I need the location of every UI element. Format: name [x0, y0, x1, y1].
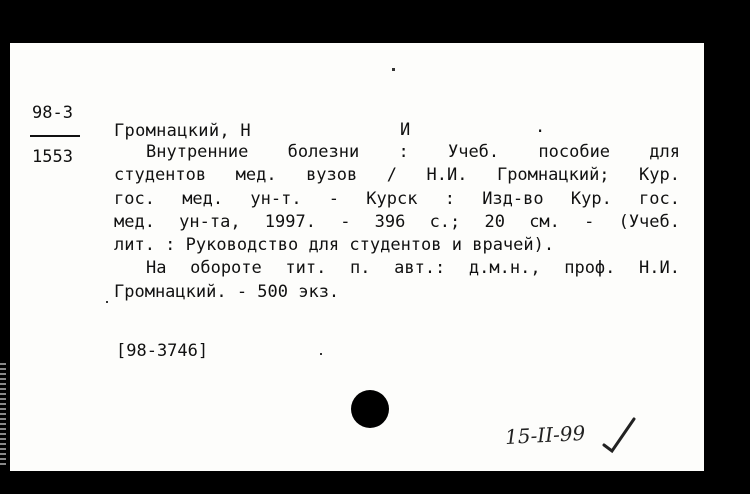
bibliographic-description [114, 141, 680, 304]
catalog-card [10, 43, 704, 471]
scan-edge-marks [0, 360, 6, 465]
shelf-mark-top: 98-3 [32, 103, 73, 123]
shelf-mark-bottom: 1553 [32, 147, 73, 167]
description-line: гос. мед. ун-т. - Курск : Изд-во Кур. гос. [114, 188, 680, 209]
speck [392, 68, 395, 71]
author-initial: И [400, 120, 411, 140]
handwritten-checkmark-icon [600, 415, 640, 455]
description-line: мед. ун-та, 1997. - 396 с.; 20 см. - (Учеб. [114, 211, 680, 232]
shelf-mark-divider [30, 135, 80, 137]
author-dot: . [535, 117, 546, 137]
description-line: лит. : Руководство для студентов и врачей). [114, 235, 555, 256]
speck [320, 353, 322, 355]
accession-number: [98-3746] [116, 341, 209, 361]
description-line: Внутренние болезни : Учеб. пособие для [146, 142, 680, 162]
note-line: На обороте тит. п. авт.: д.м.н., проф. Н.И. [146, 258, 680, 279]
note-line: Громнацкий. - 500 экз. [114, 281, 340, 302]
scan-border-bottom [0, 471, 750, 494]
description-line: студентов мед. вузов / Н.И. Громнацкий; Кур. [114, 165, 680, 186]
handwritten-date: 15-II-99 [504, 420, 586, 450]
punch-hole [351, 390, 389, 428]
speck [106, 301, 108, 303]
author-heading: Громнацкий, Н [114, 121, 251, 141]
